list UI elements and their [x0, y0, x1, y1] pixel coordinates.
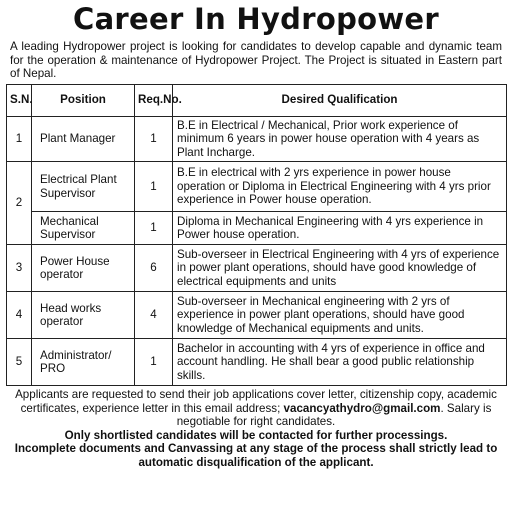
row-qualification: B.E in Electrical / Mechanical, Prior work experience of minimum 6 years in power house operation with 4 years as Plant Incharge. — [173, 116, 507, 162]
apply-instructions — [6, 388, 506, 429]
table-row — [7, 162, 507, 212]
row-position: Electrical Plant Supervisor — [32, 162, 135, 212]
row-qualification: Diploma in Mechanical Engineering with 4 yrs experience in Power house operation. — [173, 212, 507, 245]
row-req: 1 — [135, 116, 173, 162]
row-position: Power House operator — [32, 245, 135, 292]
row-qualification: Bachelor in accounting with 4 yrs of experience in office and account handling. He shall bear a good public relationship skills. — [173, 339, 507, 386]
row-sn: 3 — [7, 245, 32, 292]
contact-email[interactable]: vacancyathydro@gmail.com — [283, 401, 441, 415]
footer-notes — [6, 388, 506, 470]
row-sn: 2 — [7, 162, 32, 245]
row-req: 1 — [135, 339, 173, 386]
header-qualification: Desired Qualification — [173, 84, 507, 116]
row-qualification: Sub-overseer in Electrical Engineering with 4 yrs of experience in power plant operations, should have good knowledge of electrical equipments and units — [173, 245, 507, 292]
intro-text: A leading Hydropower project is looking for candidates to develop capable and dynamic team for the operation & maintenance of Hydropower Project. The Project is situated in Eastern part of Nepal. — [10, 40, 502, 80]
row-sn: 4 — [7, 292, 32, 339]
disqualification-warning: Incomplete documents and Canvassing at any stage of the process shall strictly lead to automatic disqualification of the applicant. — [14, 442, 498, 469]
table-row — [7, 245, 507, 292]
table-row — [7, 339, 507, 386]
page-title: Career In Hydropower — [72, 2, 440, 36]
row-sn: 1 — [7, 116, 32, 162]
row-qualification: B.E in electrical with 2 yrs experience in power house operation or Diploma in Electrical Engineering with 4 yrs prior experience in Power house operation. — [173, 162, 507, 212]
salary-text: . Salary is negotiable for right candidates. — [176, 401, 492, 429]
row-position: Plant Manager — [32, 116, 135, 162]
header-position: Position — [32, 84, 135, 116]
table-row — [7, 292, 507, 339]
table-header-row — [7, 84, 507, 116]
row-req: 1 — [135, 162, 173, 212]
apply-text: Applicants are requested to send their job applications cover letter, citizenship copy, academic certificates, experience letter in this email address; — [15, 388, 497, 415]
row-req: 4 — [135, 292, 173, 339]
row-position: Administrator/ PRO — [32, 339, 135, 386]
vacancy-table — [6, 84, 507, 387]
table-row — [7, 212, 507, 245]
row-qualification: Sub-overseer in Mechanical engineering with 2 yrs of experience in power plant operations, should have good knowledge of Mechanical equipments and units. — [173, 292, 507, 339]
row-sn: 5 — [7, 339, 32, 386]
row-req: 1 — [135, 212, 173, 245]
row-position: Mechanical Supervisor — [32, 212, 135, 245]
table-row — [7, 116, 507, 162]
row-req: 6 — [135, 245, 173, 292]
row-position: Head works operator — [32, 292, 135, 339]
shortlist-notice: Only shortlisted candidates will be contacted for further processings. — [64, 428, 448, 442]
header-sn: S.N. — [7, 84, 32, 116]
header-req: Req.No. — [135, 84, 173, 116]
